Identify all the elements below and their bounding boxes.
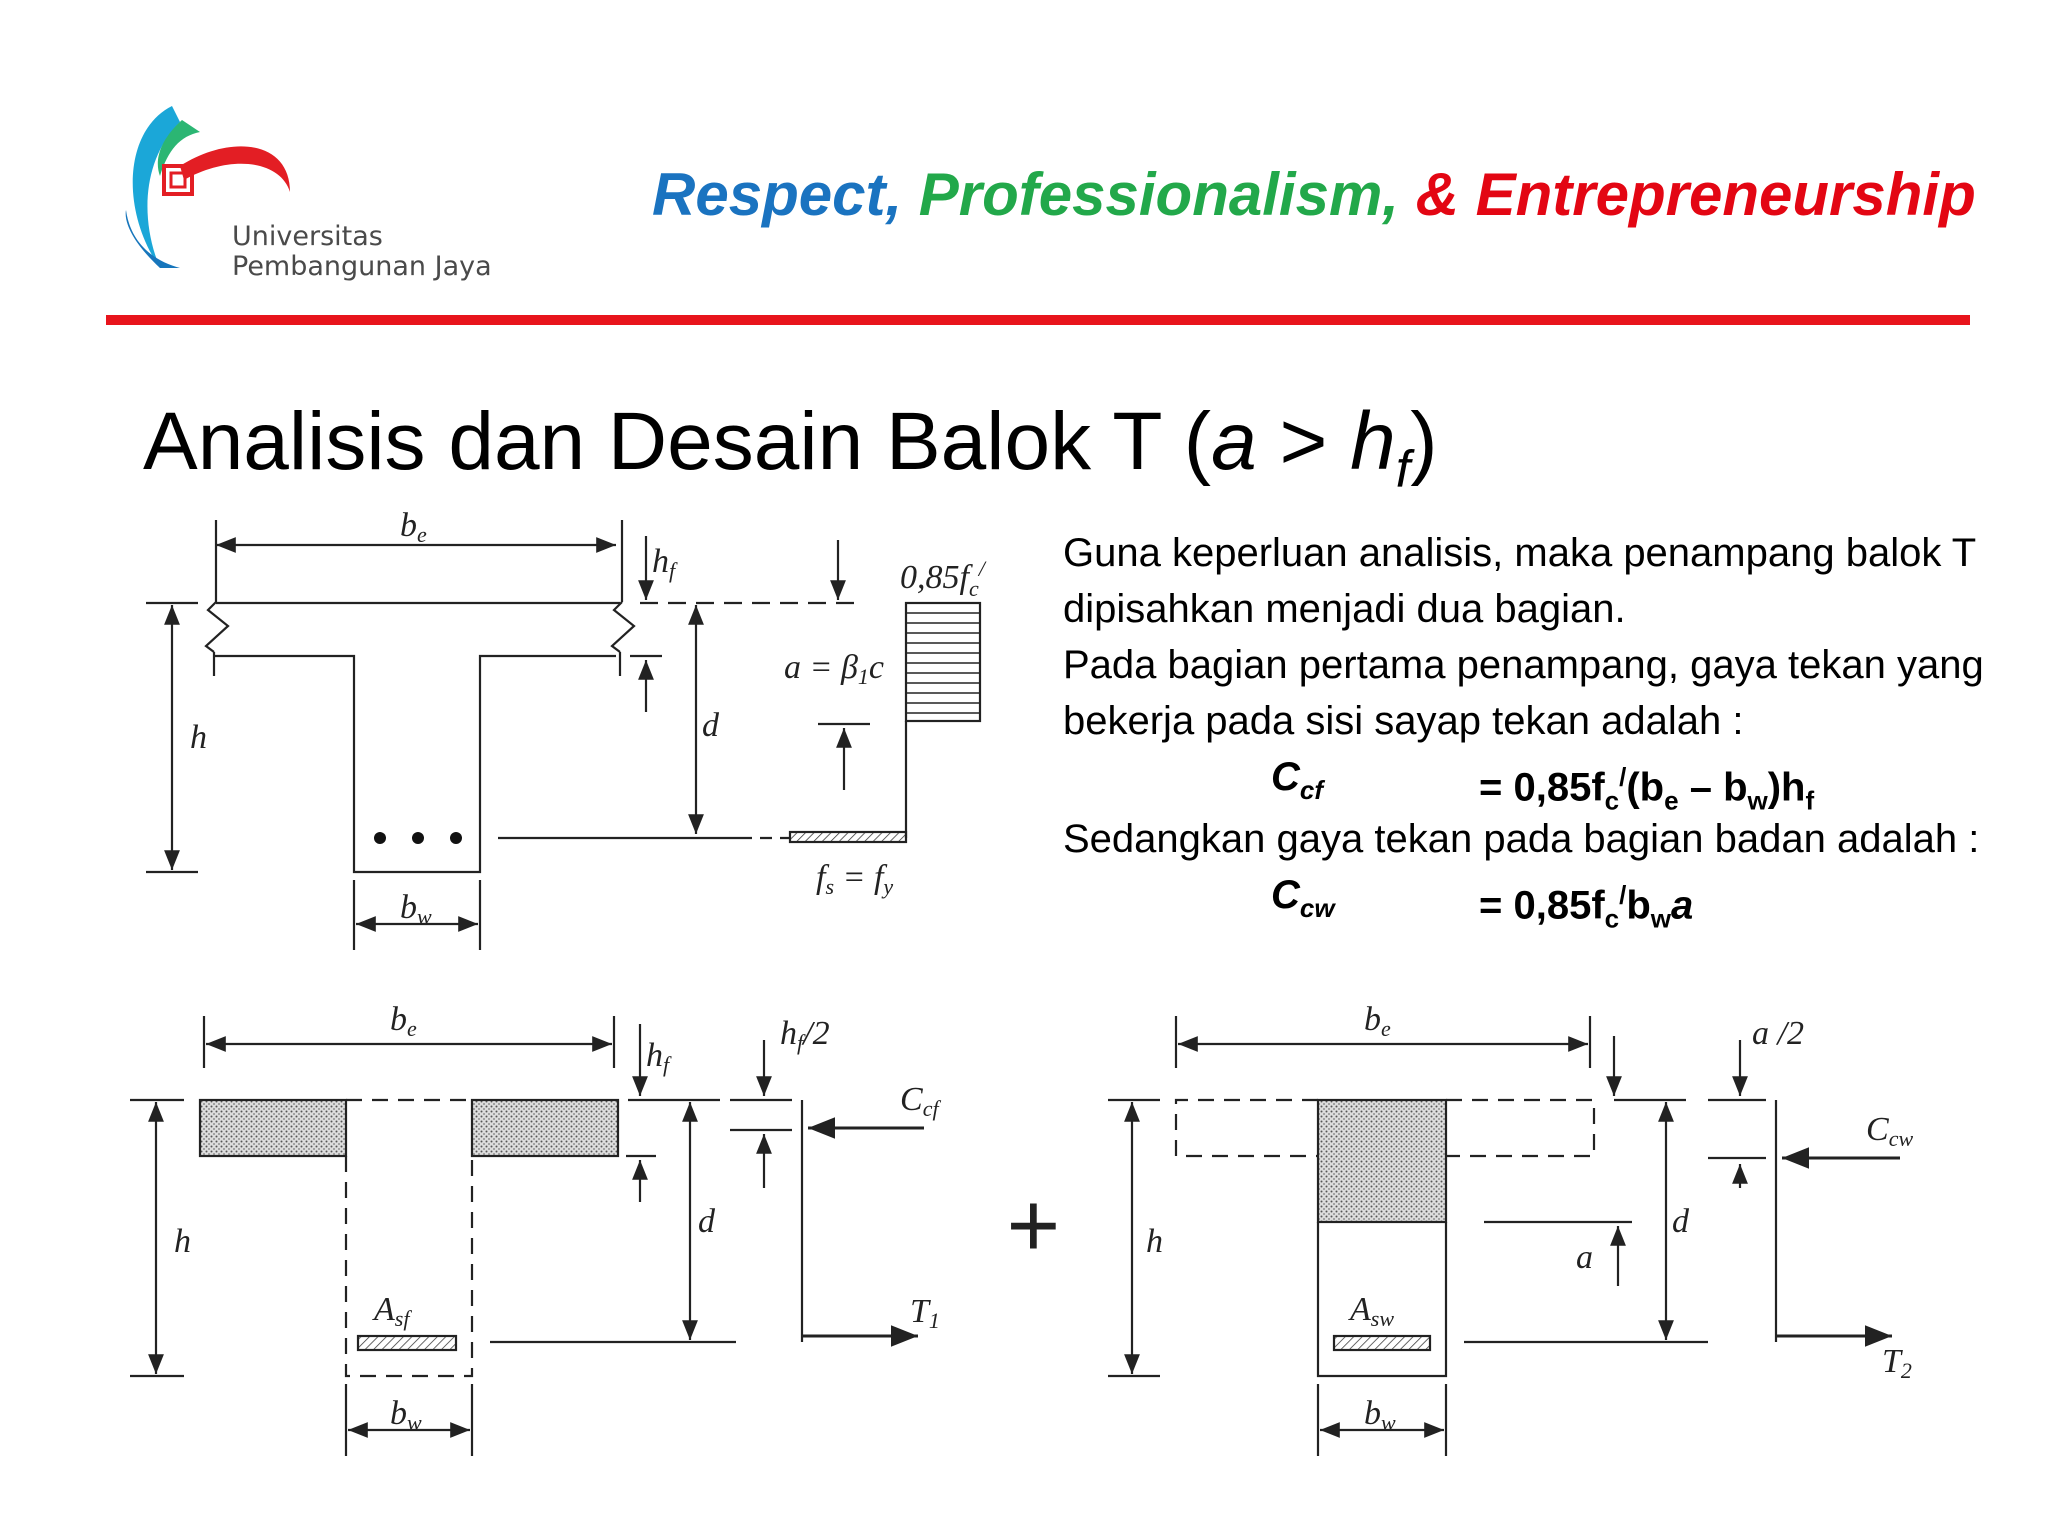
top-label-a: a = β1c xyxy=(784,649,884,689)
right-label-bw: bw xyxy=(1364,1395,1396,1435)
eq1-rhs3: – b xyxy=(1678,765,1748,810)
right-label-h: h xyxy=(1146,1223,1163,1260)
eq1-rhs3-sub: w xyxy=(1747,785,1768,816)
title-var-a: a xyxy=(1211,396,1257,487)
top-label-bw: bw xyxy=(400,889,432,929)
right-label-be: be xyxy=(1364,1001,1391,1041)
eq1-rhs1: = 0,85f xyxy=(1479,765,1605,810)
title-sub-f: f xyxy=(1395,440,1411,499)
title-prefix: Analisis dan Desain Balok T ( xyxy=(143,396,1212,487)
top-label-d: d xyxy=(702,707,719,744)
right-label-ccw: Ccw xyxy=(1866,1111,1914,1151)
eq1-rhs4-sub: f xyxy=(1805,785,1815,816)
left-label-be: be xyxy=(390,1001,417,1041)
right-label-a2: a /2 xyxy=(1752,1015,1804,1052)
left-label-hf2: hf/2 xyxy=(780,1015,830,1055)
title-operator: > xyxy=(1256,396,1351,487)
top-label-fs-fy: fs = fy xyxy=(816,859,894,899)
eq1-rhs1-sup: / xyxy=(1619,762,1627,792)
left-label-h: h xyxy=(174,1223,191,1260)
eq1-rhs4: )h xyxy=(1767,765,1806,810)
right-label-d: d xyxy=(1672,1203,1689,1240)
eq2-rhs1: = 0,85f xyxy=(1479,883,1605,928)
desc-line-1: Guna keperluan analisis, maka penampang balok T dipisahkan menjadi dua bagian. xyxy=(1063,531,1976,631)
left-label-d: d xyxy=(698,1203,715,1240)
top-label-stress: $0,85f_c^/$ xyxy=(900,556,985,601)
right-label-a: a xyxy=(1576,1239,1593,1276)
top-label-be: be xyxy=(400,507,427,547)
left-label-ccf: Ccf xyxy=(900,1081,939,1121)
university-line-1: Universitas xyxy=(232,221,383,252)
left-label-asf: Asf xyxy=(374,1291,410,1331)
title-var-h: h xyxy=(1350,396,1396,487)
eq1-rhs2: (b xyxy=(1626,765,1665,810)
top-label-hf: hf xyxy=(652,543,676,583)
right-label-t2: T2 xyxy=(1882,1343,1912,1383)
desc-line-2: Pada bagian pertama penampang, gaya tekan yang bekerja pada sisi sayap tekan adalah : xyxy=(1063,643,1984,743)
eq1-lhs: C xyxy=(1271,755,1300,799)
university-line-2: Pembangunan Jaya xyxy=(232,251,492,282)
eq2-lhs-sub: cw xyxy=(1299,893,1335,923)
desc-line-3: Sedangkan gaya tekan pada bagian badan adalah : xyxy=(1063,817,1980,861)
top-label-h: h xyxy=(190,719,207,756)
left-label-bw: bw xyxy=(390,1395,422,1435)
eq2-rhs1-sup: / xyxy=(1619,880,1627,910)
eq2-rhs2: b xyxy=(1626,883,1651,928)
eq1-rhs1-sub: c xyxy=(1604,785,1620,816)
title-suffix: ) xyxy=(1410,396,1438,487)
eq2-rhs3: a xyxy=(1671,883,1694,928)
eq1-rhs2-sub: e xyxy=(1664,785,1679,816)
eq2-rhs1-sub: c xyxy=(1604,903,1620,934)
left-label-t1: T1 xyxy=(910,1293,940,1333)
eq2-rhs2-sub: w xyxy=(1650,903,1672,934)
eq2-lhs: C xyxy=(1271,873,1300,917)
motto-respect: Respect, xyxy=(652,161,903,228)
left-flange-diagram xyxy=(130,1016,924,1456)
right-label-asw: Asw xyxy=(1350,1291,1395,1331)
left-label-hf: hf xyxy=(646,1037,670,1077)
eq1-lhs-sub: cf xyxy=(1299,775,1324,805)
motto-professionalism: Professionalism, xyxy=(918,161,1399,228)
plus-sign: + xyxy=(1006,1172,1061,1279)
right-web-diagram xyxy=(1108,1016,1900,1456)
motto-entrepreneurship: & Entrepreneurship xyxy=(1415,161,1976,228)
